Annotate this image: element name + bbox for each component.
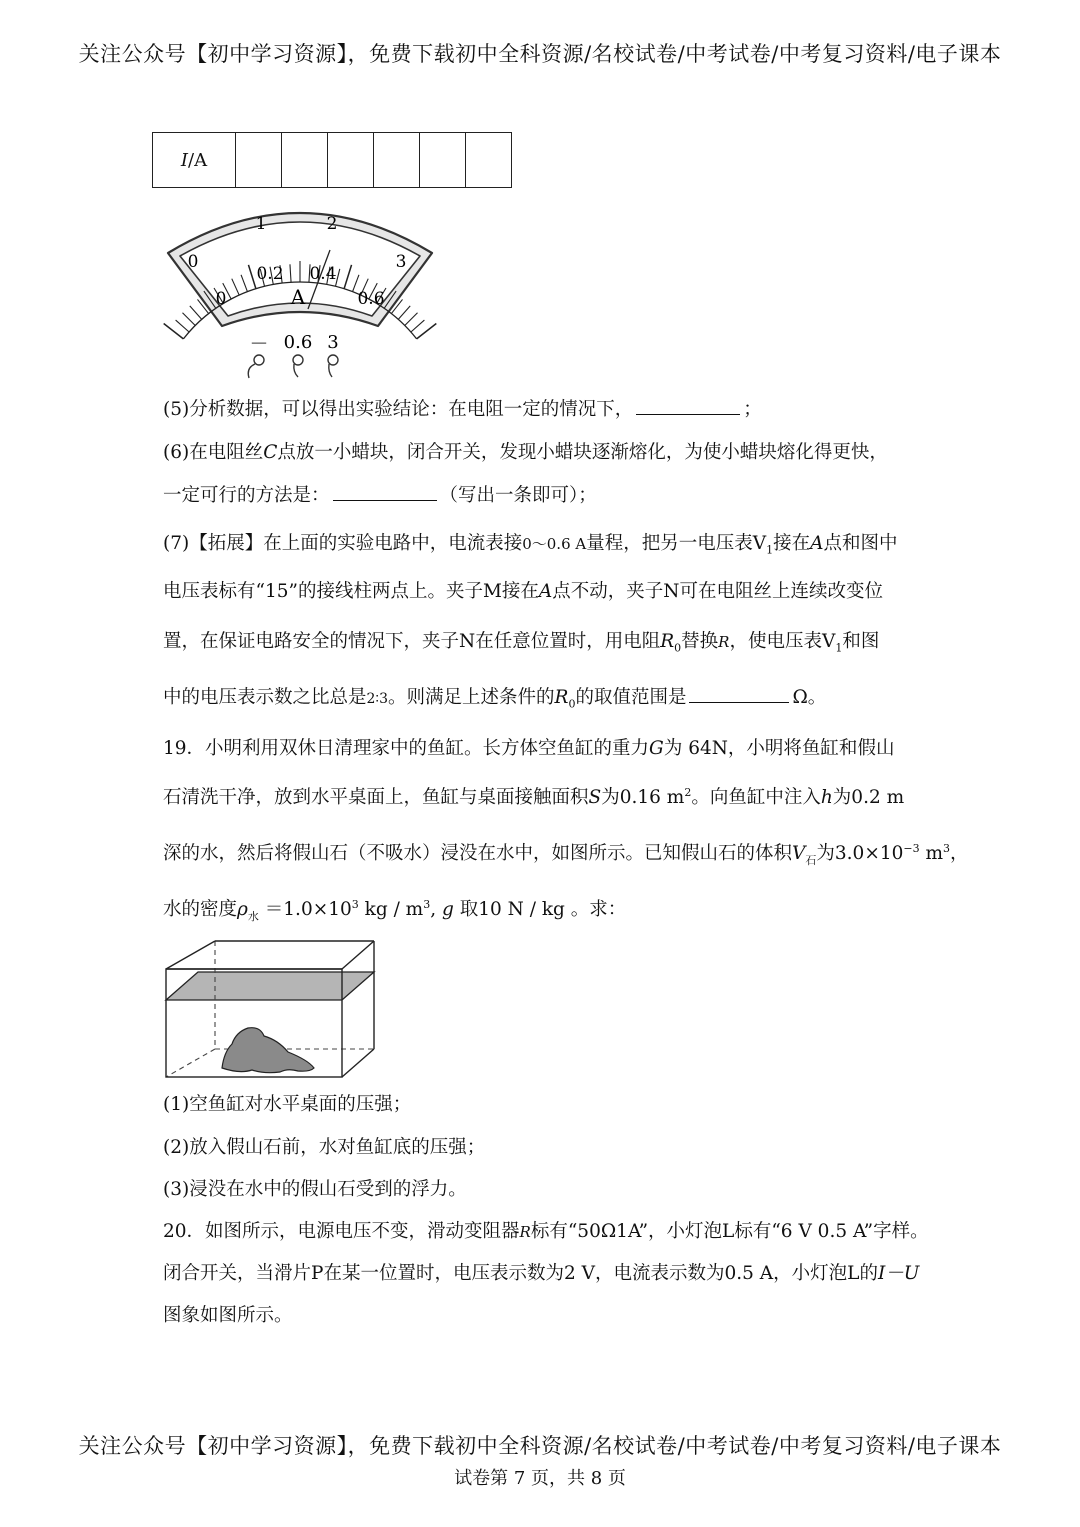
q19-sub2: (2)放入假山石前，水对鱼缸底的压强；	[163, 1137, 486, 1158]
q18-part7-line4: 中的电压表示数之比总是2∶3。则满足上述条件的$R_0$的取值范围是 Ω。	[163, 687, 827, 711]
q18-part5: (5)分析数据，可以得出实验结论：在电阻一定的情况下， ；	[163, 399, 762, 420]
current-data-table	[152, 132, 512, 188]
q19-sub3: (3)浸没在水中的假山石受到的浮力。	[163, 1179, 467, 1200]
top-scale-label: 3	[395, 252, 407, 272]
page-number: 试卷第 7 页，共 8 页	[454, 1468, 626, 1489]
terminal-knobs	[248, 355, 338, 378]
top-scale-label: 1	[255, 214, 267, 234]
table-cell	[282, 133, 328, 188]
q18-part7-line2: 电压表标有“15”的接线柱两点上。夹子M接在A点不动，夹子N可在电阻丝上连续改变位	[163, 581, 883, 602]
q19-line4: 水的密度$\rho_水 =1.0\times 10^3$ kg / $m^3$, g 取10 N / kg 。求：	[163, 898, 627, 923]
q20-line3: 图象如图所示。	[163, 1305, 293, 1326]
scale-tick	[164, 323, 184, 338]
fish-tank-figure	[160, 936, 380, 1081]
q20-line2: 闭合开关，当滑片P在某一位置时，电压表示数为2 V，电流表示数为0.5 A，小灯泡L的I－U	[163, 1263, 920, 1284]
table-cell	[236, 133, 282, 188]
q18-part7-line3: 置，在保证电路安全的情况下，夹子N在任意位置时，用电阻$R_0$替换R，使电压表$V_1$和图	[163, 631, 880, 655]
q19-line3: 深的水，然后将假山石（不吸水）浸没在水中，如图所示。已知假山石的体积$V_石$为$3.0\times 10^{-3}$ $m^3$，	[163, 842, 969, 867]
top-scale-label: 2	[326, 214, 338, 234]
table-cell	[374, 133, 420, 188]
q18-part7-line1: (7)【拓展】在上面的实验电路中，电流表接0～0.6 A量程，把另一电压表$V_1$接在A点和图中	[163, 533, 898, 557]
water-surface	[166, 972, 374, 1000]
rock	[222, 1028, 314, 1073]
q19-line1: 19．小明利用双休日清理家中的鱼缸。长方体空鱼缸的重力G为 64N，小明将鱼缸和假山	[163, 738, 895, 759]
q19-sub1: (1)空鱼缸对水平桌面的压强；	[163, 1094, 412, 1115]
bottom-scale-label: 0.2	[256, 264, 284, 284]
scale-tick	[176, 320, 189, 332]
top-scale-label: 0	[187, 252, 199, 272]
q18-part6-line2: 一定可行的方法是： （写出一条即可）；	[163, 485, 597, 506]
bottom-scale-label: 0.6	[357, 289, 385, 309]
scale-tick	[190, 306, 202, 319]
ammeter-unit: A	[290, 285, 306, 309]
scale-tick	[405, 313, 418, 326]
ammeter-figure	[160, 198, 440, 380]
scale-tick	[417, 323, 437, 338]
bottom-scale-label: 0	[215, 289, 227, 309]
terminal-label: 0.6	[283, 332, 313, 353]
scale-tick	[182, 313, 195, 326]
scale-tick	[398, 306, 410, 319]
terminal-label: 3	[327, 332, 339, 353]
bottom-scale-label: 0.4	[309, 264, 337, 284]
terminal-label: －	[249, 333, 269, 355]
q18-part6-line1: (6)在电阻丝C点放一小蜡块，闭合开关，发现小蜡块逐渐熔化，为使小蜡块熔化得更快，	[163, 442, 888, 463]
table-header-current: I/A	[153, 133, 236, 188]
table-cell	[328, 133, 374, 188]
q19-line2: 石清洗干净，放到水平桌面上，鱼缸与桌面接触面积S为0.16 $m^2$。向鱼缸中注入h为0.2 m	[163, 786, 905, 809]
q20-line1: 20．如图所示，电源电压不变，滑动变阻器R标有“50Ω1A”，小灯泡L标有“6 V 0.5 A”字样。	[163, 1221, 929, 1242]
header-banner: 关注公众号【初中学习资源】，免费下载初中全科资源/名校试卷/中考试卷/中考复习资料/电子课本	[78, 42, 1002, 66]
scale-tick	[411, 320, 424, 332]
footer-banner: 关注公众号【初中学习资源】，免费下载初中全科资源/名校试卷/中考试卷/中考复习资料/电子课本	[78, 1434, 1002, 1458]
table-cell	[420, 133, 466, 188]
table-cell	[466, 133, 512, 188]
